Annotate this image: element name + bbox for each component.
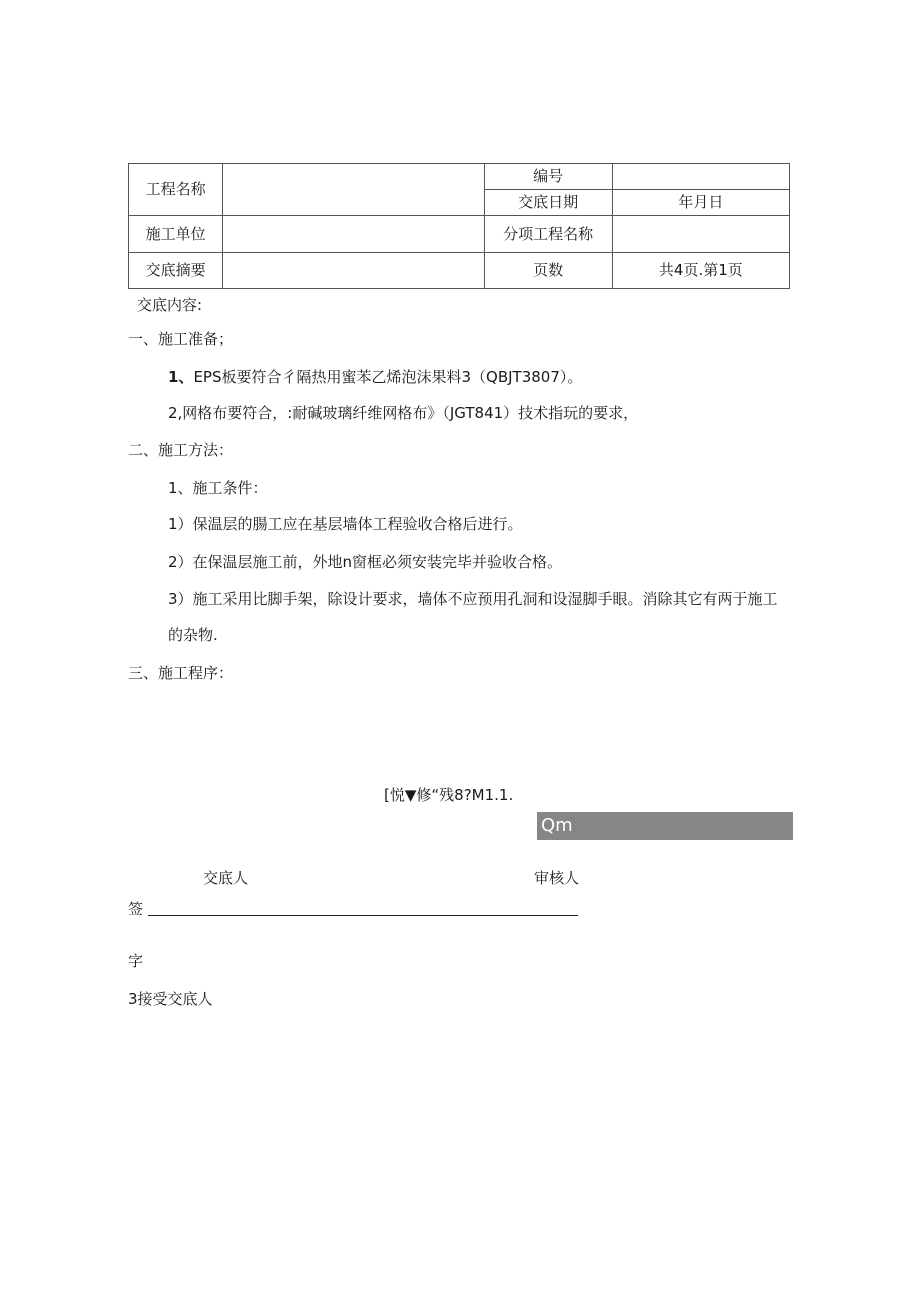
sign-char-2: 字 xyxy=(128,952,144,970)
unit-value xyxy=(223,216,484,253)
section-1-heading: 一、施工准备； xyxy=(128,330,234,348)
condition-3-line-2: 的杂物. xyxy=(168,626,218,644)
diagram-box: Qm xyxy=(537,812,793,840)
subproject-label: 分项工程名称 xyxy=(484,216,612,253)
section-1-item-2: 2,网格布要符合，:耐碱玻璃纤维网格布》（JGT841）技术指玩的要求， xyxy=(168,404,639,422)
section-1-item-1 xyxy=(168,370,582,385)
item-text: EPS板要符合彳隔热用蜜苯乙烯泡沫果料3（QBJT3807）。 xyxy=(193,368,583,386)
condition-2: 2）在保温层施工前，外地n窗框必须安装完毕并验收合格。 xyxy=(168,553,563,571)
project-name-value xyxy=(223,164,484,216)
condition-3-line-1: 3）施工采用比脚手架，除设计要求，墙体不应预用孔洞和设湿脚手眼。消除其它有两于施工 xyxy=(168,590,778,608)
code-label: 编号 xyxy=(484,164,612,190)
project-name-label: 工程名称 xyxy=(129,164,223,216)
subproject-value xyxy=(612,216,789,253)
date-value: 年月日 xyxy=(612,190,789,216)
code-value xyxy=(612,164,789,190)
section-2-heading: 二、施工方法： xyxy=(128,441,234,459)
unit-label: 施工单位 xyxy=(129,216,223,253)
section-3-heading: 三、施工程序： xyxy=(128,664,234,682)
signature-line xyxy=(148,915,578,916)
section-2-subheading: 1、施工条件： xyxy=(168,479,268,497)
summary-label: 交底摘要 xyxy=(129,253,223,289)
summary-value xyxy=(223,253,484,289)
receiver-label: 3接受交底人 xyxy=(128,990,213,1008)
date-label: 交底日期 xyxy=(484,190,612,216)
pages-label: 页数 xyxy=(484,253,612,289)
discloser-label: 交底人 xyxy=(203,869,249,887)
item-number: 1、 xyxy=(168,368,194,386)
sign-char-1: 签 xyxy=(128,900,144,918)
diagram-caption: [悦▼修“残8?M1.1. xyxy=(384,786,514,804)
pages-value: 共4页.第1页 xyxy=(612,253,789,289)
reviewer-label: 审核人 xyxy=(534,869,580,887)
content-heading: 交底内容: xyxy=(137,296,203,314)
condition-1: 1）保温层的腸工应在基层墙体工程验收合格后进行。 xyxy=(168,515,523,533)
info-table xyxy=(128,163,790,289)
